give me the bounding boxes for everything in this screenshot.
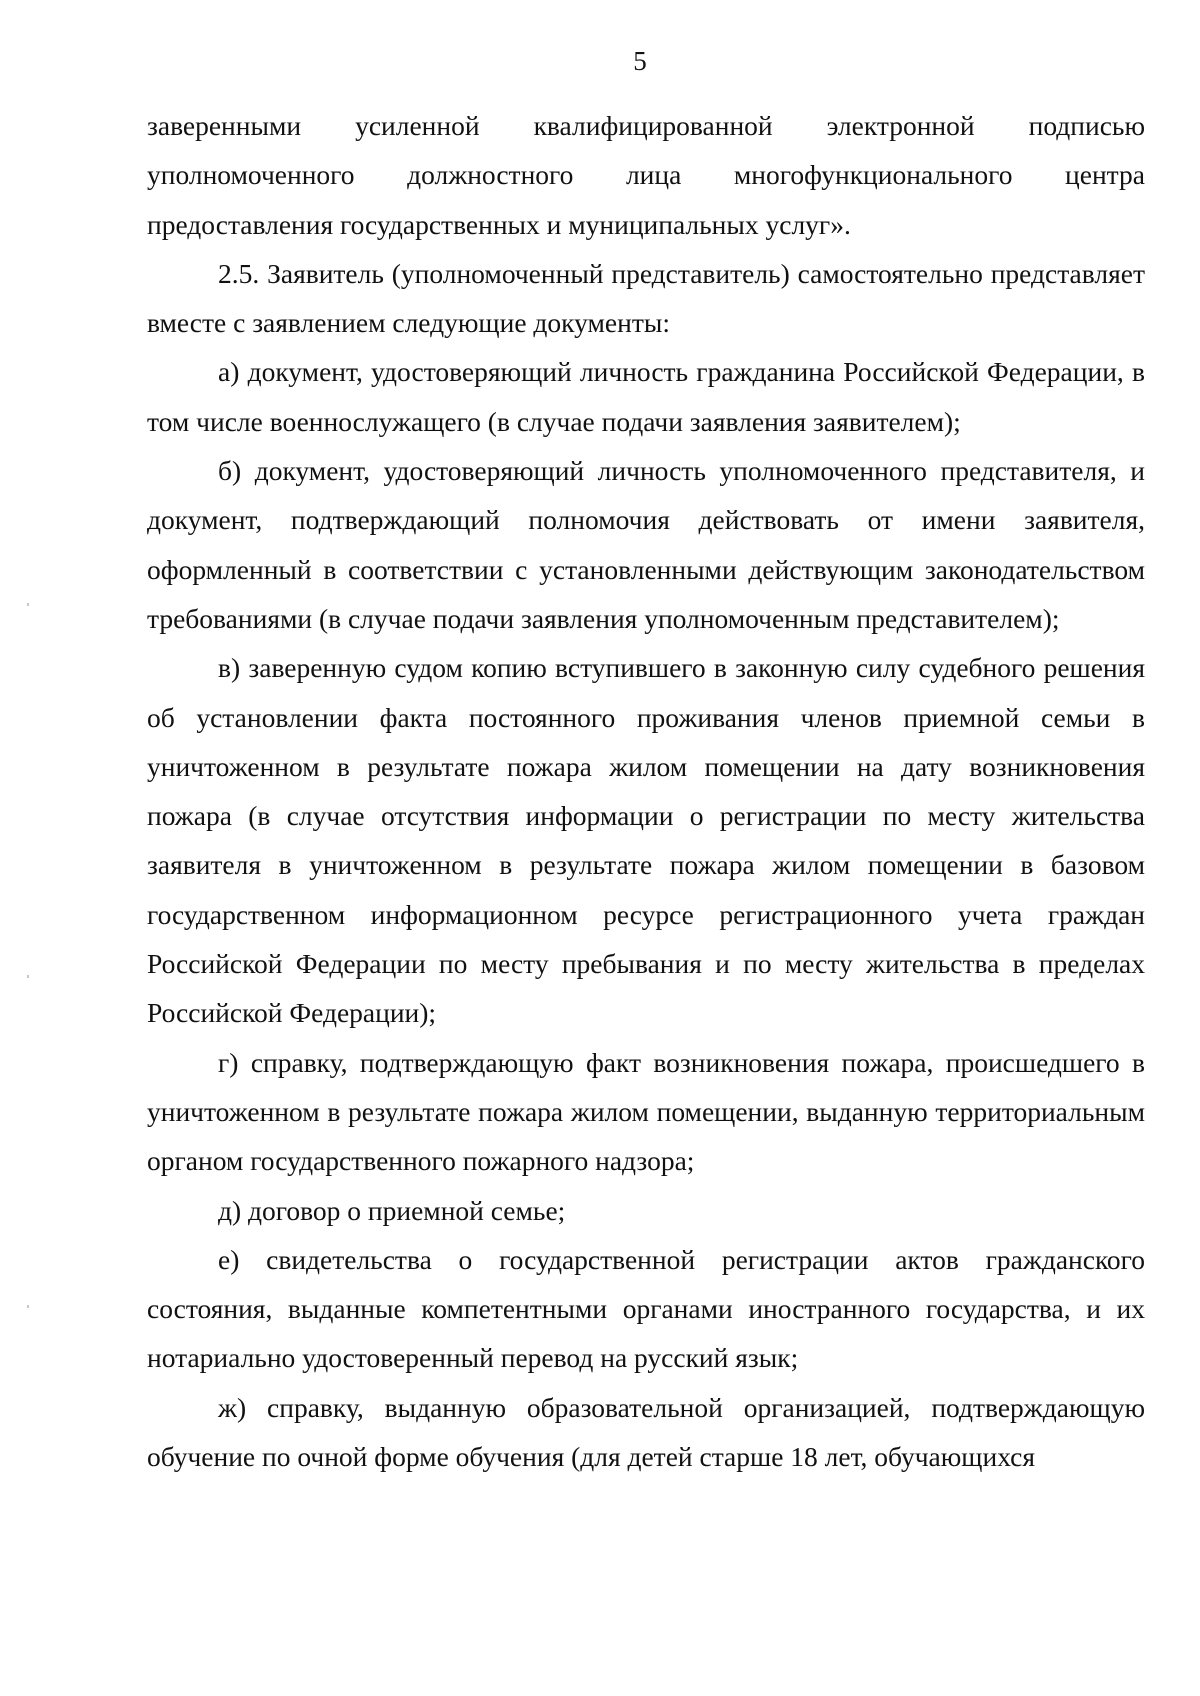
page-number: 5	[633, 46, 647, 76]
scan-artifact-mark	[27, 603, 29, 606]
list-item-d: д) договор о приемной семье;	[218, 1194, 566, 1226]
list-item-b: б) документ, удостоверяющий личность уполномоченного представителя, и документ, подтверждающий полномочия действовать от имени заявителя, оформленный в соответствии с установленными действующим законодательством требованиями (в случае подачи заявления уполномоченным представителем);	[147, 455, 1145, 634]
list-item-zh: ж) справку, выданную образовательной организацией, подтверждающую обучение по очной форме обучения (для детей старше 18 лет, обучающихся	[147, 1391, 1145, 1473]
list-item-a: а) документ, удостоверяющий личность гражданина Российской Федерации, в том числе военнослужащего (в случае подачи заявления заявителем);	[147, 356, 1145, 437]
list-item-g: г) справку, подтверждающую факт возникновения пожара, происшедшего в уничтоженном в результате пожара жилом помещении, выданную территориальным органом государственного пожарного надзора;	[147, 1046, 1145, 1177]
paragraph-continuation: заверенными усиленной квалифицированной электронной подписью уполномоченного должностного лица многофункционального центра предоставления государственных и муниципальных услуг».	[147, 110, 1145, 240]
list-item-e: е) свидетельства о государственной регистрации актов гражданского состояния, выданные компетентными органами иностранного государства, и их нотариально удостоверенный перевод на русский язык;	[147, 1243, 1145, 1374]
list-item-v: в) заверенную судом копию вступившего в законную силу судебного решения об установлении факта постоянного проживания членов приемной семьи в уничтоженном в результате пожара жилом помещении на дату возникновения пожара (в случае отсутствия информации о регистрации по месту жительства заявителя в уничтоженном в результате пожара жилом помещении в базовом государственном информационном ресурсе регистрационного учета граждан Российской Федерации по месту пребывания и по месту жительства в пределах Российской Федерации);	[147, 652, 1145, 1029]
scan-artifact-mark	[27, 1305, 29, 1308]
paragraph-clause-2-5: 2.5. Заявитель (уполномоченный представитель) самостоятельно представляет вместе с заявлением следующие документы:	[147, 257, 1145, 339]
scan-artifact-mark	[27, 975, 29, 978]
document-body	[147, 101, 1145, 1481]
